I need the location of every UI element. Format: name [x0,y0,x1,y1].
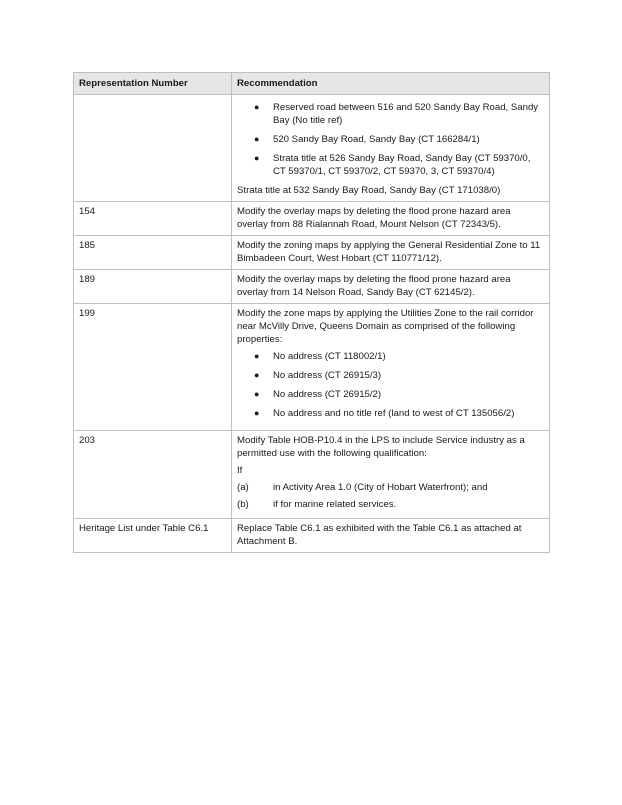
bullet-icon: ● [254,153,260,163]
list-item [237,407,544,420]
condition-text: If [237,465,243,476]
intro-paragraph: Modify the zone maps by applying the Utilities Zone to the rail corridor near McVilly Drive, Queens Domain as comprised of the following properties: [237,308,534,345]
cell-number: 203 [74,431,232,519]
table-row [74,270,550,304]
table-row [74,304,550,431]
sub-item-text: in Activity Area 1.0 (City of Hobart Waterfront); and [273,482,488,493]
list-item [237,152,544,178]
list-item-text: No address (CT 26915/3) [273,370,382,381]
sub-item [237,498,544,511]
trailing-paragraph: Strata title at 532 Sandy Bay Road, Sandy Bay (CT 171038/0) [237,185,501,196]
table-row [74,236,550,270]
list-item-text: Strata title at 526 Sandy Bay Road, Sandy Bay (CT 59370/0, CT 59370/1, CT 59370/2, CT 59370, 3, CT 59370/4) [273,153,531,177]
table-header-row [74,73,550,95]
list-item [237,369,544,382]
cell-number [74,95,232,202]
bullet-icon: ● [254,351,260,361]
cell-recommendation [232,431,550,519]
list-item [237,388,544,401]
cell-recommendation [232,95,550,202]
header-representation-number: Representation Number [74,73,232,95]
cell-number: 199 [74,304,232,431]
bullet-icon: ● [254,102,260,112]
list-item [237,350,544,363]
cell-number: Heritage List under Table C6.1 [74,519,232,553]
recommendations-table [73,72,550,553]
cell-recommendation [232,304,550,431]
cell-recommendation: Modify the overlay maps by deleting the flood prone hazard area overlay from 88 Rialannah Road, Mount Nelson (CT 72343/5). [232,202,550,236]
list-item-text: No address (CT 26915/2) [273,389,382,400]
table-row [74,202,550,236]
table-row-continuation [74,95,550,202]
cell-number: 185 [74,236,232,270]
cell-recommendation: Modify the overlay maps by deleting the flood prone hazard area overlay from 14 Nelson Road, Sandy Bay (CT 62145/2). [232,270,550,304]
sub-item-marker: (b) [237,499,249,510]
list-item-text: No address and no title ref (land to west of CT 135056/2) [273,408,515,419]
intro-paragraph: Modify Table HOB-P10.4 in the LPS to include Service industry as a permitted use with the following qualification: [237,435,525,459]
list-item-text: Reserved road between 516 and 520 Sandy Bay Road, Sandy Bay (No title ref) [273,102,539,126]
list-item [237,101,544,127]
list-item [237,133,544,146]
table-row [74,519,550,553]
bullet-list [237,101,544,178]
sub-item-text: if for marine related services. [273,499,397,510]
sub-item [237,481,544,494]
bullet-icon: ● [254,134,260,144]
bullet-icon: ● [254,370,260,380]
bullet-icon: ● [254,408,260,418]
list-item-text: No address (CT 118002/1) [273,351,386,362]
bullet-list [237,350,544,420]
header-recommendation: Recommendation [232,73,550,95]
sub-item-marker: (a) [237,482,249,493]
cell-number: 154 [74,202,232,236]
cell-recommendation: Modify the zoning maps by applying the General Residential Zone to 11 Bimbadeen Court, West Hobart (CT 110771/12). [232,236,550,270]
cell-number: 189 [74,270,232,304]
cell-recommendation: Replace Table C6.1 as exhibited with the Table C6.1 as attached at Attachment B. [232,519,550,553]
bullet-icon: ● [254,389,260,399]
table-row [74,431,550,519]
list-item-text: 520 Sandy Bay Road, Sandy Bay (CT 166284/1) [273,134,480,145]
